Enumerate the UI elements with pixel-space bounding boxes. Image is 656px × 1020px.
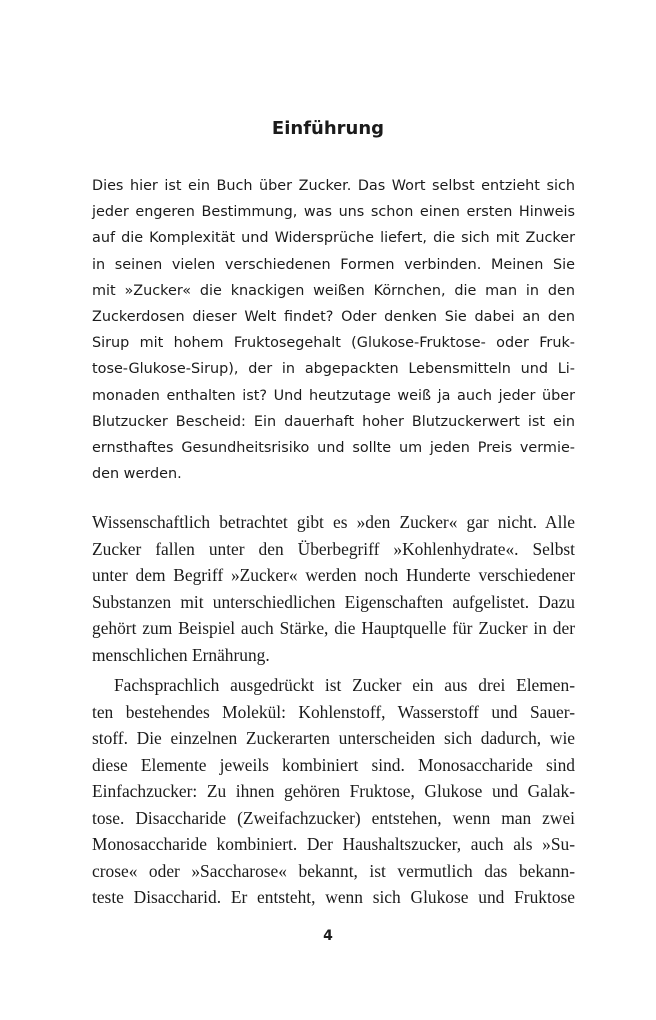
body-line: stoff. Die einzelnen Zuckerarten unterscheiden sich dadurch, wie bbox=[92, 728, 575, 748]
body-line: diese Elemente jeweils kombiniert sind. Monosaccharide sind bbox=[92, 754, 575, 775]
body-line: ten bestehendes Molekül: Kohlenstoff, Wasserstoff und Sauer- bbox=[92, 701, 575, 722]
body-line: Einfachzucker: Zu ihnen gehören Fruktose, Glukose und Galak- bbox=[92, 781, 575, 801]
body-line: Monosaccharide kombiniert. Der Haushaltszucker, auch als »Su- bbox=[92, 834, 575, 854]
intro-line: auf die Komplexität und Widersprüche liefert, die sich mit Zucker bbox=[92, 230, 575, 247]
page-number: 4 bbox=[323, 928, 333, 944]
chapter-heading: Einführung bbox=[271, 118, 385, 139]
intro-line: ernsthaftes Gesundheitsrisiko und sollte um jeden Preis vermie- bbox=[92, 440, 575, 457]
body-line: menschlichen Ernährung. bbox=[92, 644, 270, 665]
intro-line: Dies hier ist ein Buch über Zucker. Das Wort selbst entzieht sich bbox=[92, 178, 575, 194]
intro-line: Blutzucker Bescheid: Ein dauerhaft hoher Blutzuckerwert ist ein bbox=[92, 413, 575, 430]
body-paragraph-2 bbox=[92, 672, 575, 911]
body-text bbox=[92, 509, 575, 911]
intro-line: jeder engeren Bestimmung, was uns schon einen ersten Hinweis bbox=[92, 204, 575, 221]
body-paragraph-1 bbox=[92, 509, 575, 668]
body-line: unter dem Begriff »Zucker« werden noch Hunderte verschiedener bbox=[92, 565, 575, 585]
intro-line: mit »Zucker« die knackigen weißen Körnchen, die man in den bbox=[92, 282, 575, 299]
body-line: teste Disaccharid. Er entsteht, wenn sich Glukose und Fruktose bbox=[92, 887, 575, 907]
intro-line: tose-Glukose-Sirup), der in abgepackten Lebensmitteln und Li- bbox=[92, 361, 575, 378]
body-line: gehört zum Beispiel auch Stärke, die Hauptquelle für Zucker in der bbox=[92, 618, 575, 638]
body-line: crose« oder »Saccharose« bekannt, ist vermutlich das bekann- bbox=[92, 860, 575, 881]
body-line: Fachsprachlich ausgedrückt ist Zucker ein aus drei Elemen- bbox=[114, 675, 575, 695]
intro-line: monaden enthalten ist? Und heutzutage weiß ja auch jeder über bbox=[92, 387, 575, 404]
intro-line: in seinen vielen verschiedenen Formen verbinden. Meinen Sie bbox=[92, 256, 575, 273]
body-line: tose. Disaccharide (Zweifachzucker) entstehen, wenn man zwei bbox=[92, 807, 575, 828]
body-line: Zucker fallen unter den Überbegriff »Kohlenhydrate«. Selbst bbox=[92, 538, 575, 559]
intro-line: Sirup mit hohem Fruktosegehalt (Glukose-Fruktose- oder Fruk- bbox=[92, 335, 575, 352]
body-line: Substanzen mit unterschiedlichen Eigenschaften aufgelistet. Dazu bbox=[92, 591, 575, 612]
body-line: Wissenschaftlich betrachtet gibt es »den Zucker« gar nicht. Alle bbox=[92, 512, 575, 532]
intro-line: den werden. bbox=[92, 466, 182, 483]
intro-line: Zuckerdosen dieser Welt findet? Oder denken Sie dabei an den bbox=[92, 309, 575, 326]
intro-paragraph bbox=[92, 173, 575, 487]
